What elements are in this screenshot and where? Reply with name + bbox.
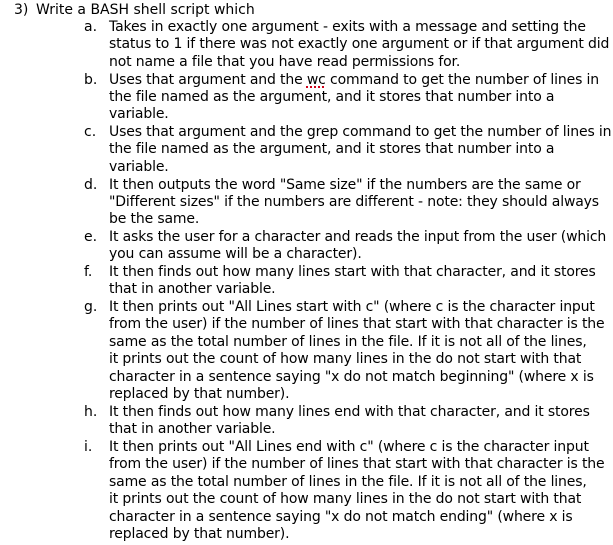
item-line-segment: command to get the number of lines in (325, 71, 599, 88)
item-line: it prints out the count of how many lines in the do not start with that (109, 491, 582, 508)
item-line: Takes in exactly one argument - exits with a message and setting the (109, 19, 586, 35)
item-line: character in a sentence saying "x do not match beginning" (where x is (109, 368, 594, 385)
wc-command-word: wc (306, 71, 326, 88)
item-line: It asks the user for a character and reads the input from the user (which (109, 229, 607, 245)
item-line: from the user) if the number of lines that start with that character is the (109, 316, 605, 333)
item-line: Uses that argument and the grep command to get the number of lines in (109, 124, 612, 140)
item-letter: d. (84, 176, 98, 193)
item-line: the file named as the argument, and it stores that number into a (109, 88, 555, 105)
item-line: replaced by that number). (109, 526, 290, 542)
item-line (109, 72, 599, 89)
item-letter: h. (84, 404, 98, 420)
item-line: variable. (109, 106, 169, 123)
item-line: It then finds out how many lines start with that character, and it stores (109, 264, 596, 280)
item-line: same as the total number of lines in the file. If it is not all of the lines, (109, 333, 587, 350)
item-line: It then outputs the word "Same size" if the numbers are the same or (109, 176, 581, 193)
item-letter: i. (84, 439, 93, 455)
question-number: 3) (14, 2, 29, 18)
item-letter: c. (84, 124, 97, 140)
item-line: that in another variable. (109, 281, 276, 298)
item-line: It then finds out how many lines end with that character, and it stores (109, 404, 590, 420)
item-line: status to 1 if there was not exactly one argument or if that argument did (109, 36, 610, 53)
item-line: from the user) if the number of lines that start with that character is the (109, 456, 605, 473)
item-line: be the same. (109, 211, 200, 228)
item-line: "Different sizes" if the numbers are different - note: they should always (109, 193, 599, 210)
item-line: replaced by that number). (109, 386, 290, 402)
item-line: character in a sentence saying "x do not match ending" (where x is (109, 508, 573, 525)
item-letter: f. (84, 264, 93, 280)
item-line: it prints out the count of how many lines in the do not start with that (109, 351, 582, 368)
item-line: It then prints out "All Lines end with c" (where c is the character input (109, 439, 589, 455)
item-letter: b. (84, 71, 98, 88)
question-heading (14, 2, 255, 19)
item-line-segment: Uses that argument and the (109, 71, 307, 88)
question-title: Write a BASH shell script which (36, 2, 255, 18)
item-line: variable. (109, 158, 169, 175)
item-line: same as the total number of lines in the file. If it is not all of the lines, (109, 473, 587, 490)
item-letter: e. (84, 229, 98, 245)
item-line: that in another variable. (109, 421, 276, 438)
item-line: you can assume will be a character). (109, 246, 362, 263)
item-line: It then prints out "All Lines start with c" (where c is the character input (109, 299, 595, 315)
item-letter: g. (84, 299, 98, 315)
item-line: the file named as the argument, and it stores that number into a (109, 141, 555, 158)
item-letter: a. (84, 19, 98, 35)
item-line: not name a file that you have read permissions for. (109, 53, 461, 70)
